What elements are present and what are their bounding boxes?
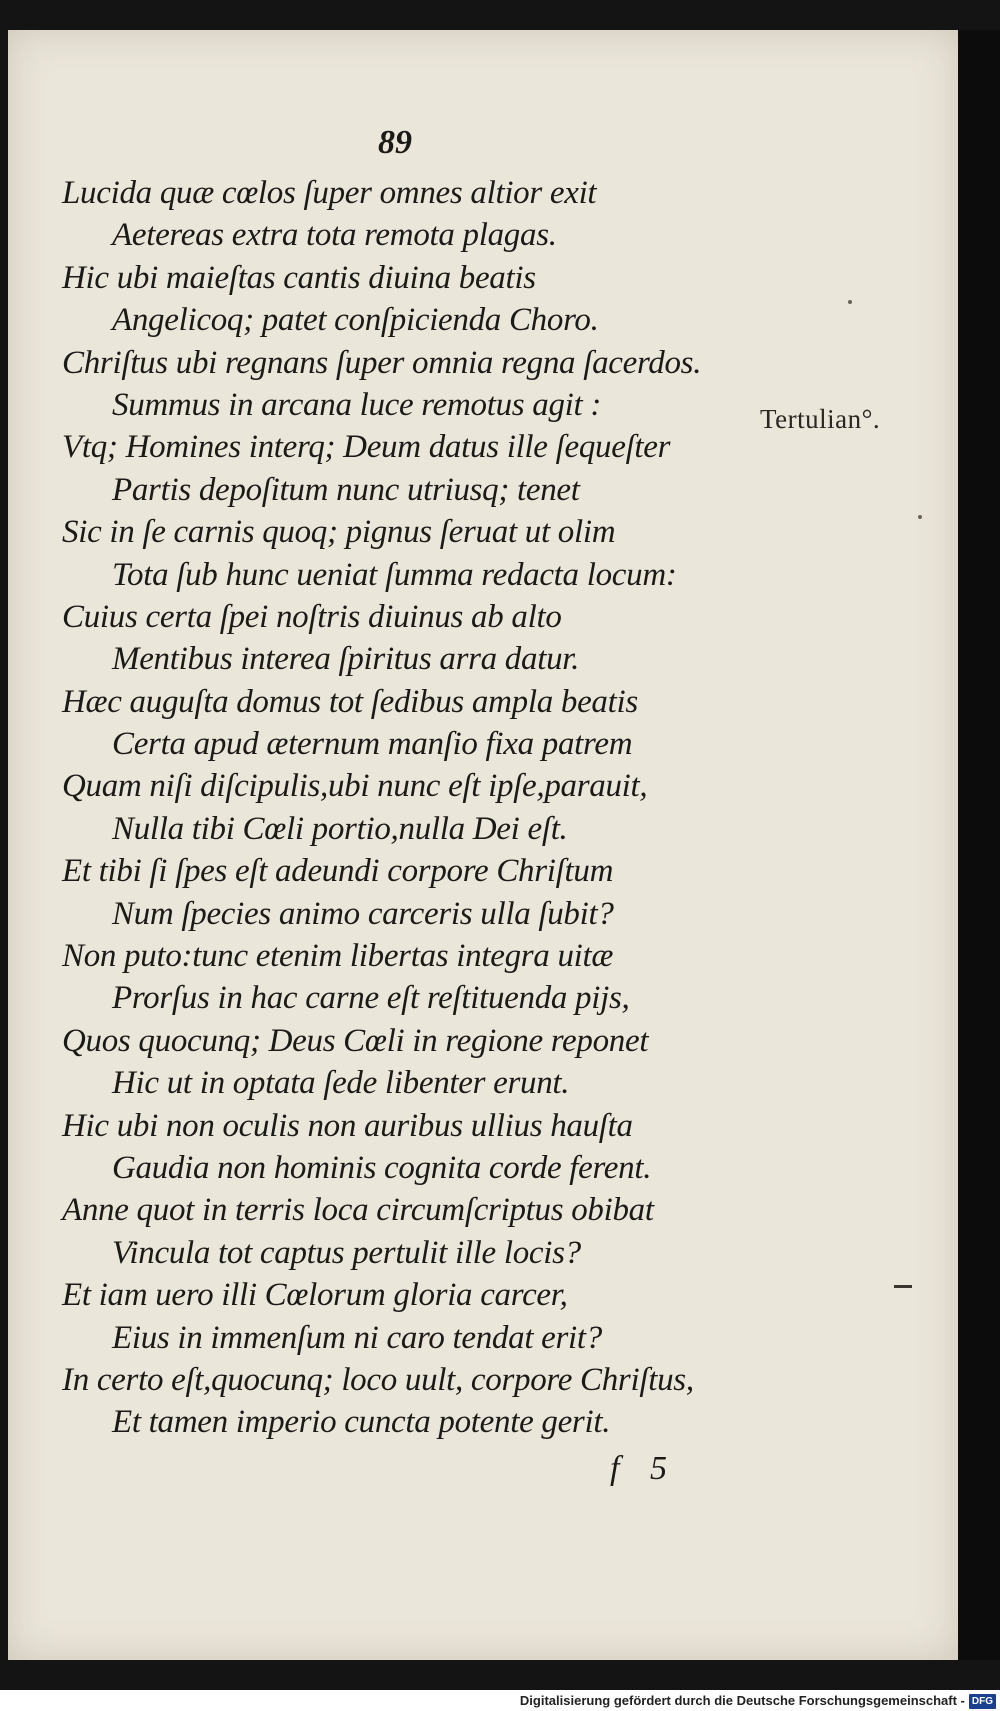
verse-line: Vincula tot captus pertulit ille locis? bbox=[112, 1234, 581, 1271]
footer-credit: Digitalisierung gefördert durch die Deutsche Forschungsgemeinschaft - bbox=[519, 1693, 965, 1708]
poem-text bbox=[62, 172, 762, 1444]
verse-line: Hic ut in optata ſede libenter erunt. bbox=[112, 1065, 570, 1102]
digitization-footer bbox=[0, 1690, 1000, 1711]
verse-line: Num ſpecies animo carceris ulla ſubit? bbox=[112, 895, 614, 932]
verse-line: Nulla tibi Cœli portio,nulla Dei eſt. bbox=[112, 810, 568, 847]
verse-line: Et tamen imperio cuncta potente gerit. bbox=[112, 1404, 611, 1441]
verse-line: Cuius certa ſpei noſtris diuinus ab alto bbox=[62, 598, 562, 635]
verse-line: In certo eſt,quocunq; loco uult, corpore Chriſtus, bbox=[62, 1361, 694, 1398]
verse-line: Aetereas extra tota remota plagas. bbox=[112, 217, 557, 254]
margin-dash bbox=[894, 1285, 912, 1288]
verse-line: Tota ſub hunc ueniat ſumma redacta locum: bbox=[112, 556, 677, 593]
verse-line: Quam niſi diſcipulis,ubi nunc eſt ipſe,parauit, bbox=[62, 768, 648, 805]
verse-line: Non puto:tunc etenim libertas integra uitæ bbox=[62, 938, 614, 975]
verse-line: Anne quot in terris loca circumſcriptus obibat bbox=[62, 1192, 654, 1229]
verse-line: Vtq; Homines interq; Deum datus ille ſequeſter bbox=[62, 429, 671, 466]
verse-line: Certa apud æternum manſio fixa patrem bbox=[112, 726, 633, 763]
dfg-logo: DFG bbox=[969, 1694, 996, 1709]
verse-line: Eius in immenſum ni caro tendat erit? bbox=[112, 1319, 602, 1356]
verse-line: Hic ubi non oculis non auribus ullius hauſta bbox=[62, 1107, 633, 1144]
verse-line: Et tibi ſi ſpes eſt adeundi corpore Chriſtum bbox=[62, 853, 614, 890]
verse-line: Sic in ſe carnis quoq; pignus ſeruat ut olim bbox=[62, 514, 616, 551]
page-edge-shadow bbox=[958, 30, 1000, 1660]
paper-speck bbox=[848, 300, 852, 304]
verse-line: Gaudia non hominis cognita corde ferent. bbox=[112, 1149, 652, 1186]
verse-line: Angelicoq; patet conſpicienda Choro. bbox=[112, 302, 599, 339]
verse-line: Mentibus interea ſpiritus arra datur. bbox=[112, 641, 580, 678]
verse-line: Partis depoſitum nunc utriusq; tenet bbox=[112, 471, 580, 508]
paper-speck bbox=[918, 515, 922, 519]
verse-line: Hic ubi maieſtas cantis diuina beatis bbox=[62, 259, 536, 296]
page-number: 89 bbox=[378, 124, 412, 161]
catchword-signature: f 5 bbox=[610, 1450, 667, 1487]
verse-line: Chriſtus ubi regnans ſuper omnia regna ſacerdos. bbox=[62, 344, 702, 381]
verse-line: Prorſus in hac carne eſt reſtituenda pijs, bbox=[112, 980, 630, 1017]
verse-line: Summus in arcana luce remotus agit : bbox=[112, 386, 602, 423]
verse-line: Lucida quæ cœlos ſuper omnes altior exit bbox=[62, 175, 597, 211]
verse-line: Et iam uero illi Cœlorum gloria carcer, bbox=[62, 1277, 568, 1314]
margin-note: Tertulian°. bbox=[760, 404, 881, 434]
verse-line: Hæc auguſta domus tot ſedibus ampla beatis bbox=[62, 683, 638, 720]
verse-line: Quos quocunq; Deus Cœli in regione reponet bbox=[62, 1022, 649, 1059]
